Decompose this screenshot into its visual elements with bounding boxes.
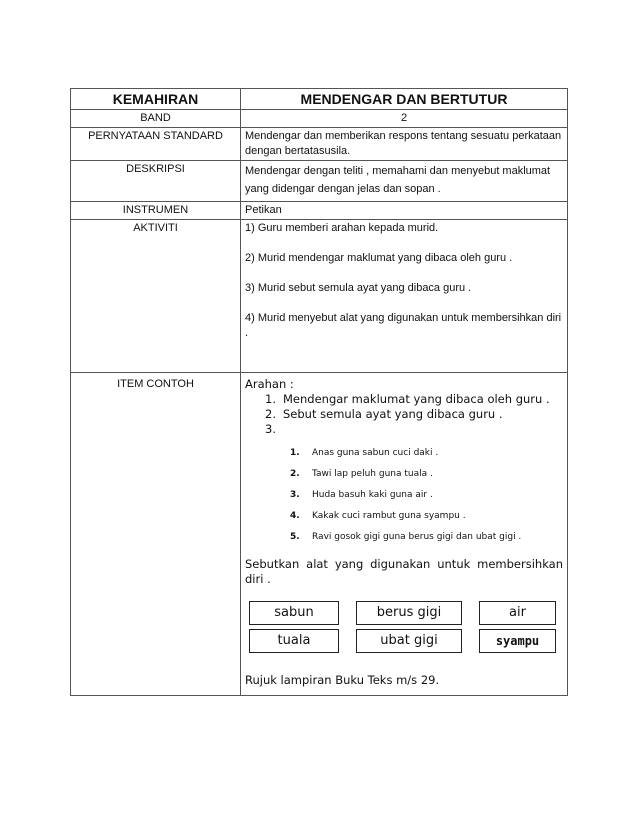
pernyataan-label: PERNYATAAN STANDARD — [71, 128, 241, 161]
item-contoh-row — [71, 373, 568, 696]
aktiviti-item-2: 2) Murid mendengar maklumat yang dibaca oleh guru . — [245, 252, 513, 264]
aktiviti-content — [241, 220, 568, 373]
deskripsi-row — [71, 161, 568, 202]
item-contoh-content — [241, 373, 568, 696]
sentence-text: Huda basuh kaki guna air . — [312, 490, 433, 500]
deskripsi-text: Mendengar dengan teliti , memahami dan menyebut maklumat yang didengar dengan jelas dan sopan . — [245, 165, 551, 195]
pernyataan-value: Mendengar dan memberikan respons tentang sesuatu perkataan dengan bertatasusila. — [241, 128, 568, 161]
sentence-num: 1. — [290, 448, 300, 458]
sentence-num: 4. — [290, 511, 300, 521]
arahan-list — [245, 392, 563, 437]
sentence-text: Anas guna sabun cuci daki . — [312, 448, 439, 458]
header-kemahiran: KEMAHIRAN — [71, 89, 241, 110]
table-header-row — [71, 89, 568, 110]
sentence-item — [290, 468, 563, 480]
sentence-num: 2. — [290, 469, 300, 479]
band-value: 2 — [241, 110, 568, 128]
instrumen-label: INSTRUMEN — [71, 202, 241, 220]
aktiviti-row — [71, 220, 568, 373]
band-label: BAND — [71, 110, 241, 128]
header-mendengar: MENDENGAR DAN BERTUTUR — [241, 89, 568, 110]
arahan-num: 1. — [265, 392, 276, 406]
word-grid — [249, 601, 563, 653]
sentence-item — [290, 489, 563, 501]
sentence-list — [290, 447, 563, 543]
sentence-num: 5. — [290, 532, 300, 542]
arahan-item — [265, 392, 563, 407]
aktiviti-item-4: 4) Murid menyebut alat yang digunakan untuk membersihkan diri . — [245, 312, 562, 339]
arahan-item — [265, 422, 563, 437]
word-box-tuala: tuala — [249, 629, 339, 653]
sentence-text: Tawi lap peluh guna tuala . — [312, 469, 433, 479]
sentence-item — [290, 531, 563, 543]
arahan-text: Mendengar maklumat yang dibaca oleh guru . — [283, 392, 550, 406]
band-row — [71, 110, 568, 128]
arahan-text — [283, 422, 287, 436]
skills-table — [70, 88, 568, 696]
sentence-item — [290, 447, 563, 459]
item-contoh-label: ITEM CONTOH — [71, 373, 241, 696]
arahan-text: Sebut semula ayat yang dibaca guru . — [283, 407, 503, 421]
deskripsi-label: DESKRIPSI — [71, 161, 241, 202]
word-box-air: air — [479, 601, 556, 625]
arahan-num: 3. — [265, 422, 276, 436]
arahan-item — [265, 407, 563, 422]
arahan-num: 2. — [265, 407, 276, 421]
aktiviti-label: AKTIVITI — [71, 220, 241, 373]
aktiviti-item-1: 1) Guru memberi arahan kepada murid. — [245, 222, 439, 234]
pernyataan-row — [71, 128, 568, 161]
sentence-item — [290, 510, 563, 522]
reference-text: Rujuk lampiran Buku Teks m/s 29. — [245, 673, 440, 687]
instrumen-value: Petikan — [241, 202, 568, 220]
sentence-text: Ravi gosok gigi guna berus gigi dan ubat gigi . — [312, 532, 522, 542]
arahan-title: Arahan : — [245, 377, 294, 391]
word-box-syampu: syampu — [479, 629, 556, 653]
sentence-num: 3. — [290, 490, 300, 500]
aktiviti-item-3: 3) Murid sebut semula ayat yang dibaca guru . — [245, 282, 472, 294]
sentence-text: Kakak cuci rambut guna syampu . — [312, 511, 466, 521]
instrumen-row — [71, 202, 568, 220]
question-text: Sebutkan alat yang digunakan untuk membersihkan diri . — [245, 557, 563, 586]
word-box-ubat-gigi: ubat gigi — [356, 629, 462, 653]
word-box-berus-gigi: berus gigi — [356, 601, 462, 625]
word-box-sabun: sabun — [249, 601, 339, 625]
deskripsi-value — [241, 161, 568, 202]
